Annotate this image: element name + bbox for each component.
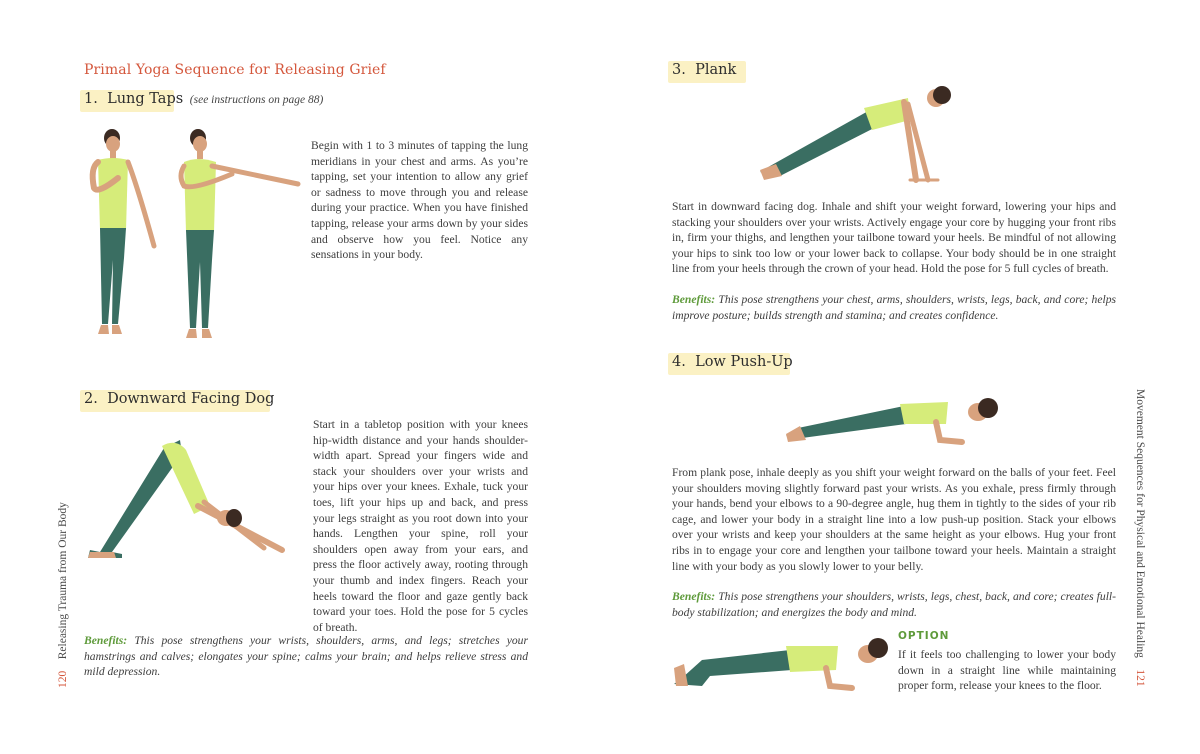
pose3-instructions: Start in downward facing dog. Inhale and shift your weight forward, lowering your hips and stacking your shoulders over your wrists. Actively engage your core by hugging your front ribs in, firm your thighs, and lengthen your tailbone toward your heels. Be mindful of not allowing your hips to sink too low or your lower back to collapse. Your body should be in one straight line from your heels through the crown of your head. Hold the pose for 5 full cycles of breath.: [672, 200, 1116, 276]
pose3-benefits: [672, 292, 1116, 323]
plank-figure: [760, 86, 960, 186]
pose3-number: 3.: [672, 62, 686, 78]
option-instructions: If it feels too challenging to lower your body down in a straight line while maintaining proper form, release your knees to the floor.: [898, 648, 1116, 693]
right-running-title: Movement Sequences for Physical and Emotional Healing: [1134, 389, 1146, 658]
sequence-title: Primal Yoga Sequence for Releasing Grief: [84, 62, 386, 78]
pose3-benefits-label: Benefits:: [672, 293, 716, 306]
pose2-benefits-text: This pose strengthens your wrists, shoulders, arms, and legs; stretches your hamstrings and calves; elongates your spine; calms your brain; and helps relieve stress and mild depression.: [84, 634, 528, 679]
right-page-number: 121: [1134, 669, 1146, 687]
pose4-benefits-label: Benefits:: [672, 590, 716, 603]
pose1-heading: [84, 91, 323, 107]
pose4-number: 4.: [672, 354, 686, 370]
pose2-heading: [84, 391, 274, 407]
pose4-instructions: From plank pose, inhale deeply as you shift your weight forward on the balls of your feet. Feel your shoulders moving slightly forward past your wrists. As you exhale, press firmly through your hands, bend your elbows to a 90-degree angle, hug them in tightly to the sides of your rib cage, and lower your body in a straight line into a low push-up position. Stack your elbows over your wrists and keep your shoulders at the same height as your elbows. Hug your front ribs in to engage your core and lengthen your tailbone toward your heels. Maintain a straight line with your body as you slowly lower to your belly.: [672, 466, 1116, 573]
pose2-number: 2.: [84, 391, 98, 407]
pose2-benefits-label: Benefits:: [84, 634, 128, 647]
right-running-head: [1134, 389, 1146, 687]
downward-dog-figure: [86, 436, 291, 561]
pose2-instructions: Start in a tabletop position with your knees hip-width distance and your hands shoulder-width apart. Spread your fingers wide and stack your shoulders over your wrists and your hips over your knees. Exhale, tuck your toes, lift your hips up and back, and press your legs straight as you root down into your hands. Lengthen your spine, roll your shoulders open away from your ears, and press the floor actively away, rooting through your thumb and index fingers. Reach your heels toward the floor and gaze gently back toward your toes. Hold the pose for 5 cycles of breath.: [313, 418, 528, 634]
pose1-instructions: Begin with 1 to 3 minutes of tapping the lung meridians in your chest and arms. As you’re tapping, set your intention to allow any grief or sadness to move through you and release during your practice. When you have finished tapping, release your arms down by your sides and observe how you feel. Notice any sensations in your body.: [311, 139, 528, 262]
pose3-benefits-text: This pose strengthens your chest, arms, shoulders, wrists, legs, back, and core; helps improve posture; builds strength and stamina; and creates confidence.: [672, 293, 1117, 322]
pose1-number: 1.: [84, 91, 98, 107]
pose2-title: Downward Facing Dog: [107, 391, 275, 407]
right-page: [600, 0, 1200, 754]
knees-down-option-figure: [674, 632, 889, 694]
pose1-title: Lung Taps: [107, 91, 184, 107]
pose4-title: Low Push-Up: [695, 354, 793, 370]
pose4-benefits-text: This pose strengthens your shoulders, wrists, legs, chest, back, and core; creates full-body stabilization; and energizes the body and mind.: [672, 590, 1116, 619]
pose1-subtitle: (see instructions on page 88): [189, 94, 324, 106]
left-running-title: Releasing Trauma from Our Body: [57, 502, 69, 660]
lung-taps-figure-front: [84, 128, 174, 348]
pose4-heading: [672, 354, 793, 370]
low-push-up-figure: [786, 394, 1006, 450]
option-label: OPTION: [898, 630, 950, 642]
left-running-head: [57, 502, 69, 688]
pose4-benefits: [672, 589, 1116, 620]
lung-taps-figure-extended: [176, 128, 306, 348]
pose2-benefits: [84, 633, 528, 680]
left-page-number: 120: [57, 670, 69, 688]
pose3-title: Plank: [695, 62, 737, 78]
pose3-heading: [672, 62, 736, 78]
